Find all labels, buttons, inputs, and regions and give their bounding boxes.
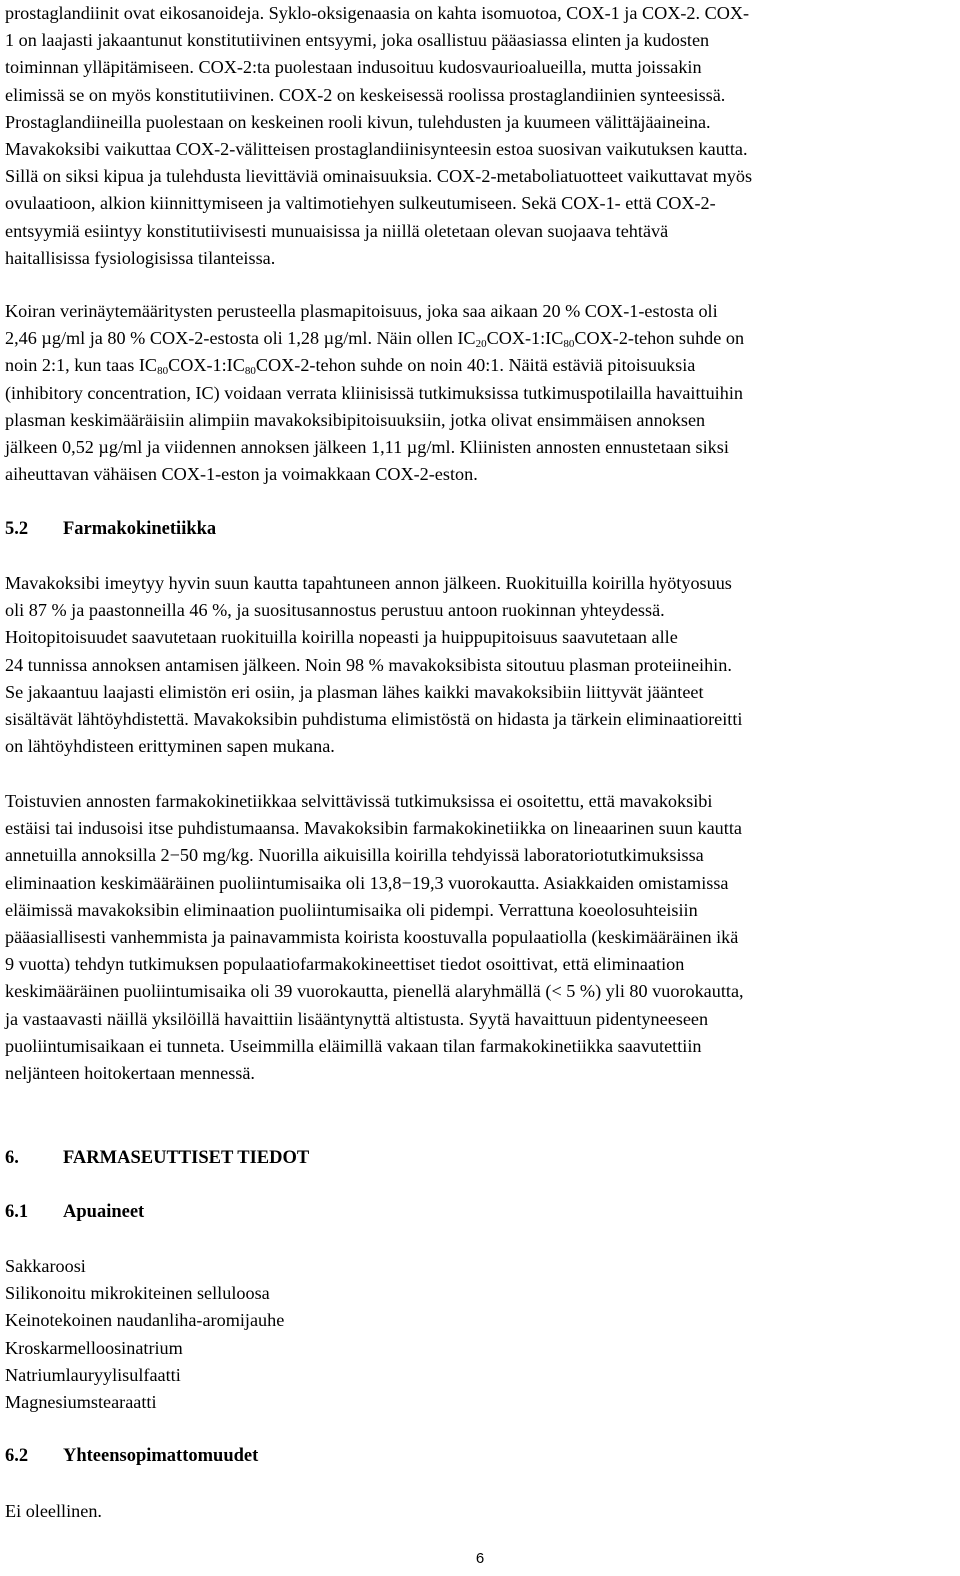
text-fragment: COX-1:IC (486, 328, 564, 349)
section-number: 6.2 (5, 1446, 29, 1466)
text-fragment: COX-2-tehon suhde on (574, 328, 745, 349)
text-line: ja vastaavasti näillä yksilöillä havaittiin lisääntynyttä altistusta. Syytä havaittuun pidentyneeseen (5, 1008, 709, 1029)
section-number: 6. (5, 1148, 19, 1168)
text-fragment: noin 2:1, kun taas IC (5, 355, 158, 376)
text-line: estäisi tai indusoisi itse puhdistumaansa. Mavakoksibin farmakokinetiikka on lineaarinen suun kautta (5, 818, 742, 839)
text-line: ovulaatioon, alkion kiinnittymiseen ja valtimotiehyen sulkeutumiseen. Sekä COX-1- että COX-2- (5, 193, 716, 214)
text-line: toiminnan ylläpitämiseen. COX-2:ta puolestaan indusoituu kudosvaurioalueilla, mutta joissakin (5, 57, 702, 78)
text-fragment: COX-1:IC (168, 355, 245, 376)
text-line: 1 on laajasti jakaantunut konstitutiivinen entsyymi, joka osallistuu pääasiassa elinten ja kudosten (5, 30, 710, 51)
subscript: 80 (157, 365, 169, 378)
text-line: keskimääräinen puoliintumisaika oli 39 vuorokautta, pienellä alaryhmällä (< 5 %) yli 80 vuorokautta, (5, 981, 744, 1002)
text-line: eliminaation keskimääräinen puoliintumisaika oli 13,8−19,3 vuorokautta. Asiakkaiden omistamissa (5, 872, 729, 893)
text-line: elimissä se on myös konstitutiivinen. COX-2 on keskeisessä roolissa prostaglandiinien synteesissä. (5, 84, 726, 105)
list-item: Keinotekoinen naudanliha-aromijauhe (5, 1310, 285, 1331)
section-heading-6 (5, 1145, 309, 1172)
text-line: on lähtöyhdisteen erittyminen sapen mukana. (5, 736, 335, 757)
text-line (5, 352, 744, 379)
text-line: Mavakoksibi vaikuttaa COX-2-välitteisen prostaglandiinisynteesin estoa suosivan vaikutuksen kautta. (5, 139, 748, 160)
text-line: oli 87 % ja paastonneilla 46 %, ja suositusannostus perustuu antoon ruokinnan yhteydessä. (5, 600, 665, 621)
text-line: pääasiallisesti vanhemmista ja painavammista koirista koostuvalla populaatiolla (keskimääräinen ikä (5, 927, 739, 948)
excipients-list (5, 1253, 284, 1416)
list-item: Magnesiumstearaatti (5, 1392, 157, 1413)
subscript: 80 (563, 338, 575, 351)
text-fragment: 2,46 µg/ml ja 80 % COX-2-estosta oli 1,28 µg/ml. Näin ollen IC (5, 328, 476, 349)
subscript: 20 (475, 338, 487, 351)
text-line: haitallisissa fysiologisissa tilanteissa. (5, 247, 276, 268)
text-line: 9 vuotta) tehdyn tutkimuksen populaatiofarmakokineettiset tiedot osoittivat, että eliminaation (5, 954, 685, 975)
section-title: Farmakokinetiikka (63, 519, 217, 539)
text-line: Sillä on siksi kipua ja tulehdusta lievittäviä ominaisuuksia. COX-2-metaboliatuotteet vaikuttavat myös (5, 166, 753, 187)
text-line: Se jakaantuu laajasti elimistön eri osiin, ja plasman lähes kaikki mavakoksibiin liittyvät jäänteet (5, 681, 704, 702)
section-number: 5.2 (5, 519, 29, 539)
text-line: Toistuvien annosten farmakokinetiikkaa selvittävissä tutkimuksissa ei osoitettu, että mavakoksibi (5, 791, 713, 811)
section-title: Apuaineet (63, 1202, 145, 1222)
text-line: Mavakoksibi imeytyy hyvin suun kautta tapahtuneen annon jälkeen. Ruokituilla koirilla hyötyosuus (5, 573, 732, 593)
section-title: Yhteensopimattomuudet (63, 1446, 259, 1466)
text-line: eläimissä mavakoksibin eliminaation puoliintumisaika oli pidempi. Verrattuna koeolosuhteisiin (5, 899, 698, 920)
list-item: Silikonoitu mikrokiteinen selluloosa (5, 1283, 270, 1304)
text-line: (inhibitory concentration, IC) voidaan verrata kliinisissä tutkimuksissa tutkimuspotilailla havaittuihin (5, 382, 743, 403)
text-line: sisältävät lähtöyhdistettä. Mavakoksibin puhdistuma elimistöstä on hidasta ja tärkein eliminaatioreitti (5, 709, 743, 730)
text-line: annetuilla annoksilla 2−50 mg/kg. Nuorilla aikuisilla koirilla tehdyissä laboratoriotutkimuksissa (5, 845, 704, 866)
section-number: 6.1 (5, 1202, 29, 1222)
text-line: 24 tunnissa annoksen antamisen jälkeen. Noin 98 % mavakoksibista sitoutuu plasman proteiineihin. (5, 654, 732, 675)
section-title: FARMASEUTTISET TIEDOT (63, 1148, 310, 1168)
section-heading-5-2 (5, 516, 216, 543)
list-item: Natriumlauryylisulfaatti (5, 1364, 181, 1385)
text-line: plasman keskimääräisiin alimpiin mavakoksibipitoisuuksiin, jotka olivat ensimmäisen annoksen (5, 409, 706, 430)
text-line: prostaglandiinit ovat eikosanoideja. Syklo-oksigenaasia on kahta isomuotoa, COX-1 ja COX-2. COX- (5, 3, 750, 23)
text-line (5, 325, 744, 352)
text-line: Hoitopitoisuudet saavutetaan ruokituilla koirilla nopeasti ja huippupitoisuus saavutetaan alle (5, 627, 678, 648)
text-line: Koiran verinäytemääritysten perusteella plasmapitoisuus, joka saa aikaan 20 % COX-1-estosta oli (5, 301, 718, 321)
paragraph-repeated-dosing (5, 788, 744, 1087)
paragraph-cox-mechanism (5, 0, 752, 272)
text-line: neljänteen hoitokertaan mennessä. (5, 1063, 255, 1084)
paragraph-absorption (5, 570, 742, 760)
text-line: entsyymiä esiintyy konstitutiivisesti munuaisissa ja niillä oletetaan olevan suojaava tehtävä (5, 220, 669, 241)
text-fragment: COX-2-tehon suhde on noin 40:1. Näitä estäviä pitoisuuksia (255, 355, 696, 376)
text-line: Ei oleellinen. (5, 1501, 102, 1521)
subscript: 80 (244, 365, 256, 378)
paragraph-not-applicable (5, 1498, 102, 1525)
page-number: 6 (475, 1550, 485, 1567)
list-item: Sakkaroosi (5, 1256, 86, 1276)
paragraph-plasma-concentration (5, 298, 744, 488)
section-heading-6-2 (5, 1443, 258, 1470)
text-line: Prostaglandiineilla puolestaan on keskeinen rooli kivun, tulehdusten ja kuumeen välittäjäaineina. (5, 111, 711, 132)
text-line: aiheuttavan vähäisen COX-1-eston ja voimakkaan COX-2-eston. (5, 464, 478, 485)
list-item: Kroskarmelloosinatrium (5, 1337, 183, 1358)
text-line: puoliintumisaikaan ei tunneta. Useimmilla eläimillä vakaan tilan farmakokinetiikka saavutettiin (5, 1035, 702, 1056)
text-line: jälkeen 0,52 µg/ml ja viidennen annoksen jälkeen 1,11 µg/ml. Kliinisten annosten ennustetaan siksi (5, 437, 729, 458)
section-heading-6-1 (5, 1199, 144, 1226)
